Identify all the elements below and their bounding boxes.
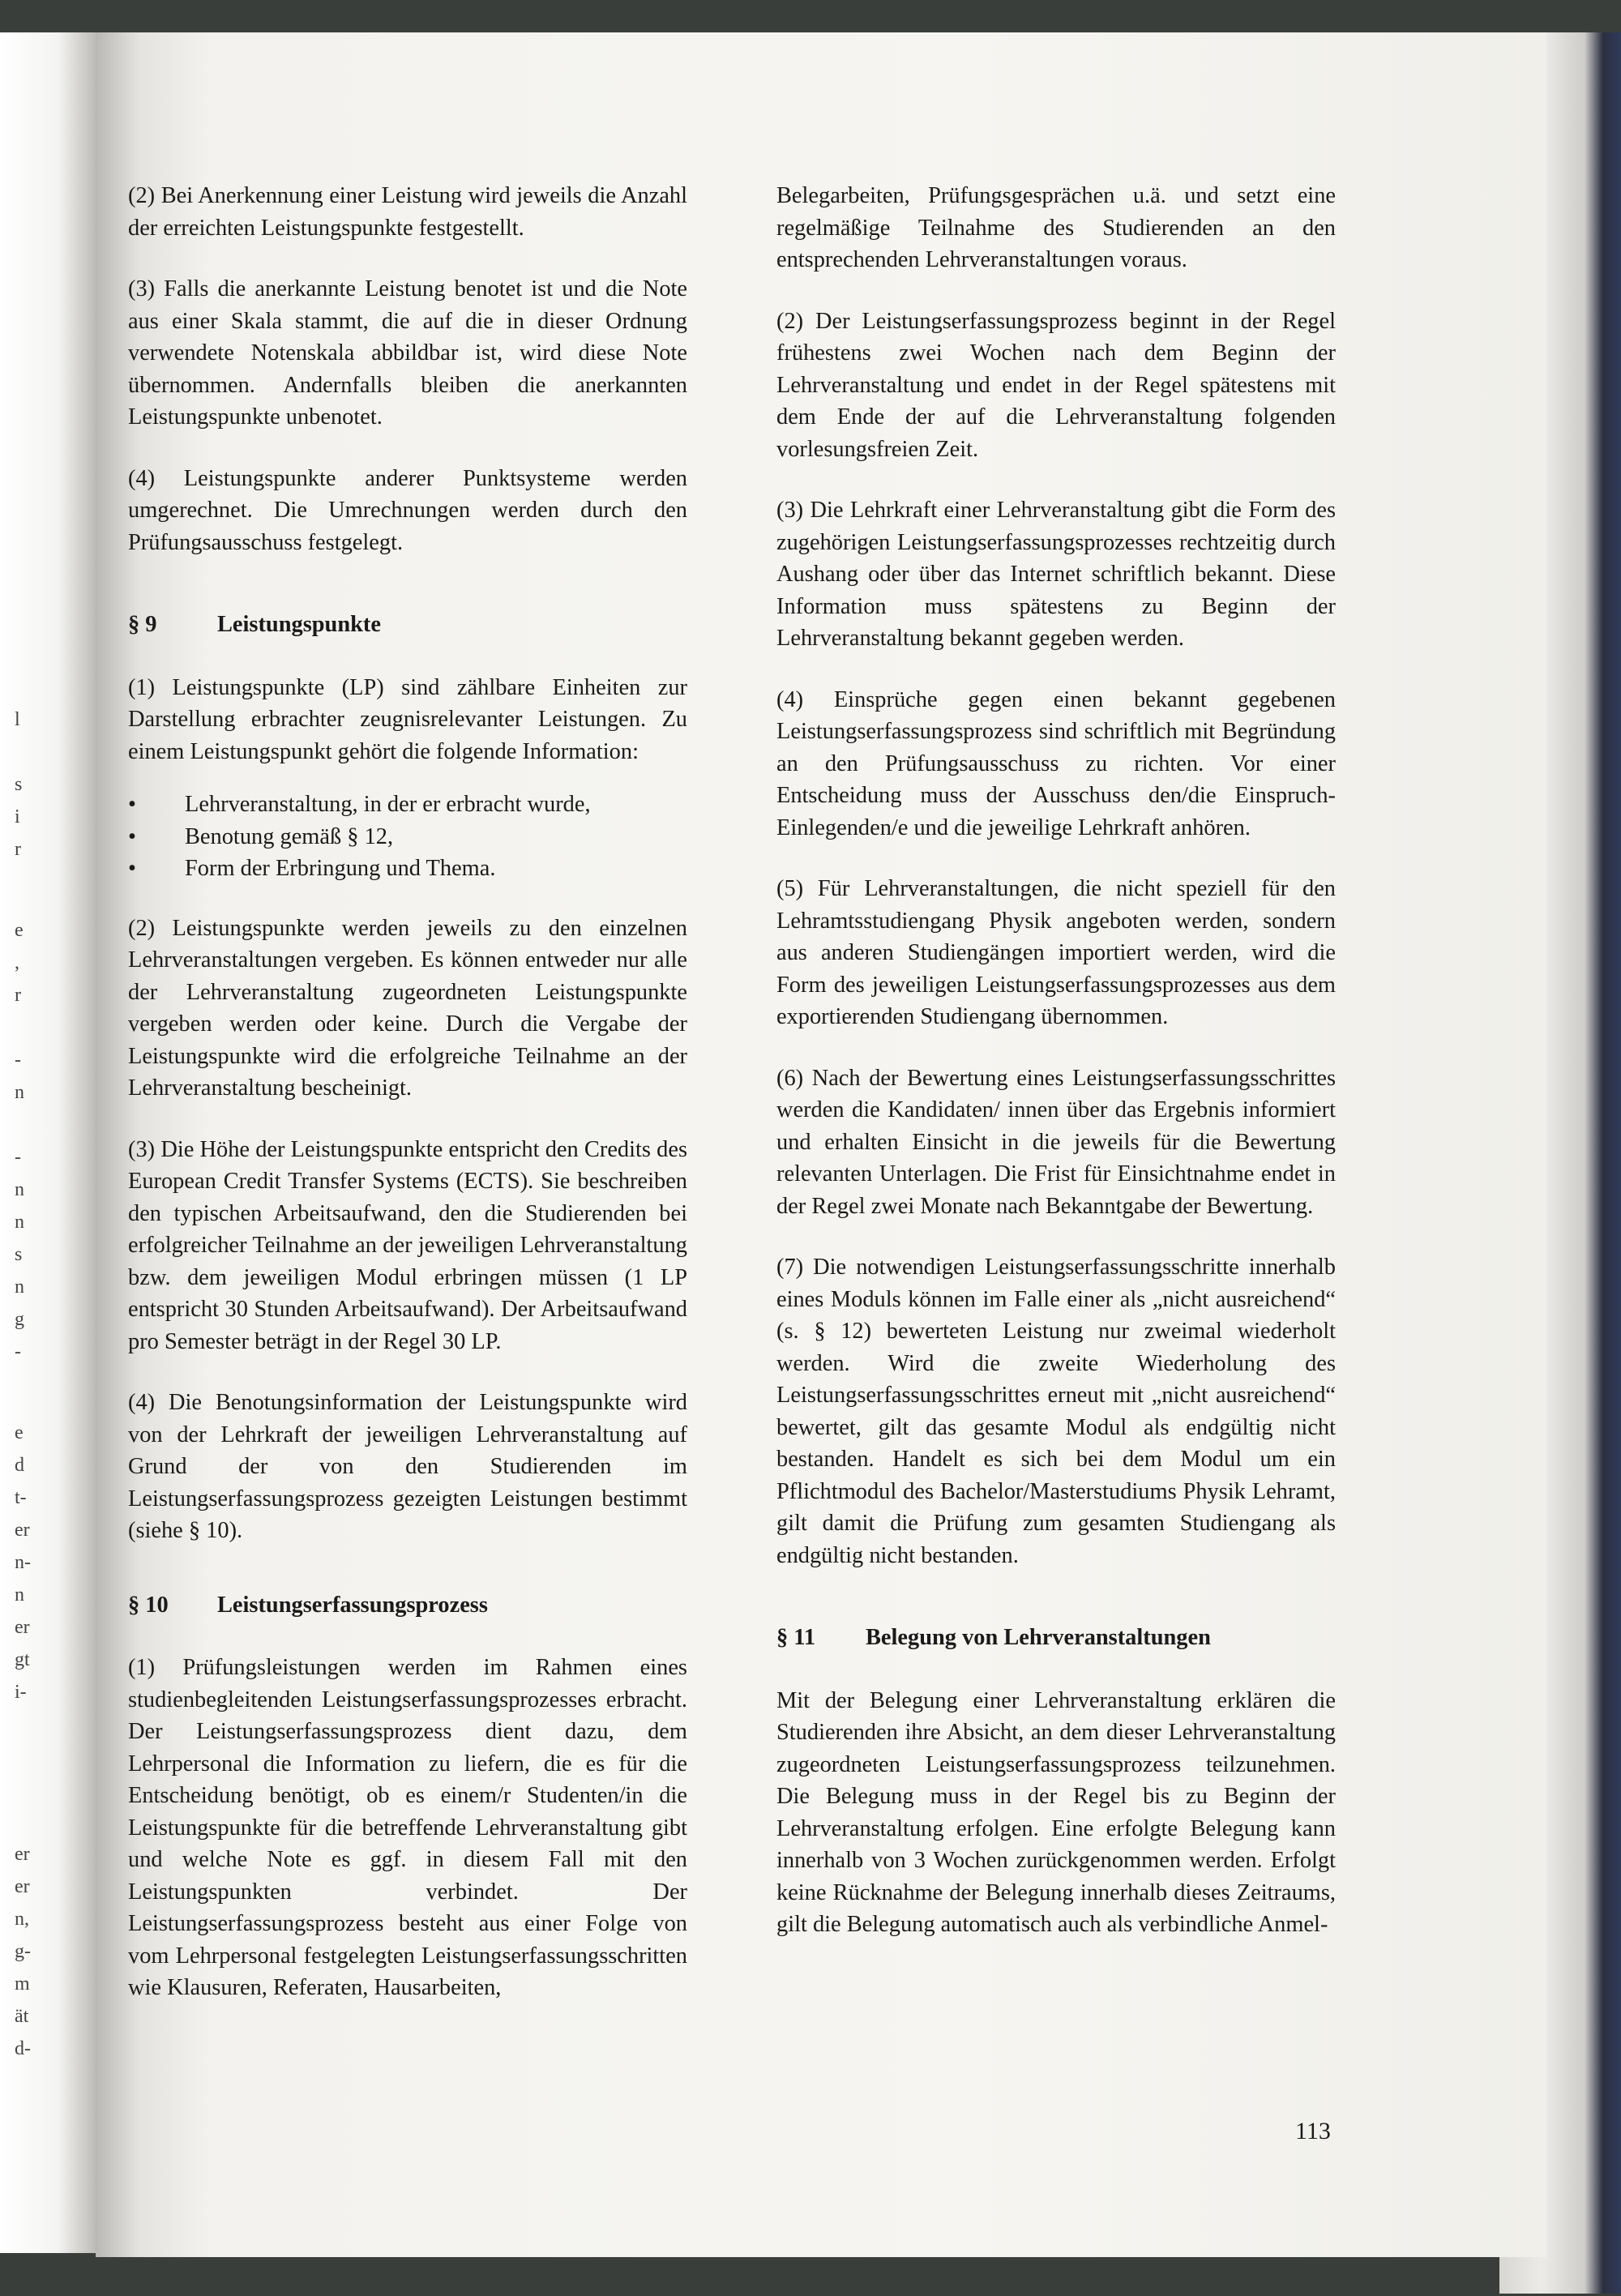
margin-fragment: n- — [15, 1552, 31, 1573]
margin-fragment: n — [15, 1276, 24, 1298]
margin-fragment: l — [15, 709, 20, 730]
paragraph-9-1: (1) Leistungspunkte (LP) sind zählbare Einheiten zur Darstellung erbrachter zeugnisrelevanter Leistungen. Zu einem Leistungspunkt gehört die folgende Information: — [128, 674, 687, 764]
section-number: § 9 — [128, 612, 157, 637]
margin-fragment: - — [15, 1341, 21, 1362]
section-10-heading — [128, 1589, 687, 1622]
margin-fragment: n, — [15, 1909, 29, 1930]
list-item: • Lehrveranstaltung, in der er erbracht wurde, — [128, 789, 687, 821]
section-9-heading — [128, 609, 687, 641]
margin-fragment: n — [15, 1212, 24, 1233]
margin-fragment: d — [15, 1455, 24, 1476]
list-item: • Form der Erbringung und Thema. — [128, 853, 687, 885]
margin-fragment: n — [15, 1584, 24, 1605]
paragraph-10-6: (6) Nach der Bewertung eines Leistungserfassungsschrittes werden die Kandidaten/ innen über das Ergebnis informiert und erhalten Einsicht in die jeweils für die Bewertung relevanten Unterlagen. Die Frist für Einsichtnahme endet in der Regel zwei Monate nach Bekanntgabe der Bewertung. — [776, 1065, 1336, 1219]
section-title: Leistungserfassungsprozess — [217, 1592, 488, 1618]
margin-fragment: g — [15, 1309, 24, 1330]
bullet-list — [128, 789, 687, 885]
margin-fragment: g- — [15, 1941, 31, 1962]
paragraph-9-4: (4) Die Benotungsinformation der Leistungspunkte wird von der Lehrkraft der jeweiligen Lehrveranstaltung auf Grund der von den Studierenden im Leistungserfassungsprozess gezeigten Leistungen bestimmt (siehe § 10). — [128, 1390, 687, 1543]
margin-fragment: m — [15, 1973, 30, 1995]
margin-fragment: er — [15, 1876, 30, 1897]
paragraph-10-2: (2) Der Leistungserfassungsprozess beginnt in der Regel frühestens zwei Wochen nach dem Beginn der Lehrveranstaltung und endet in der Regel spätestens mit dem Ende der auf die Lehrveranstaltung folgenden vorlesungsfreien Zeit. — [776, 308, 1336, 462]
left-column — [128, 180, 687, 2033]
paragraph-8-3: (3) Falls die anerkannte Leistung benotet ist und die Note aus einer Skala stammt, die auf die in dieser Ordnung verwendete Notenskala abbildbar ist, wird diese Note übernommen. Andernfalls bleiben die anerkannten Leistungspunkte unbenotet. — [128, 276, 687, 430]
margin-fragment: i — [15, 806, 20, 827]
section-number: § 10 — [128, 1592, 169, 1618]
paragraph-9-3: (3) Die Höhe der Leistungspunkte entspricht den Credits des European Credit Transfer Systems (ECTS). Sie beschreiben den typischen Arbeitsaufwand, den die Studierenden bei erfolgreicher Teilnahme an der jeweiligen Lehrveranstaltung bzw. dem jeweiligen Modul erbringen müssen (1 LP entspricht 30 Stunden Arbeitsaufwand). Der Arbeitsaufwand pro Semester beträgt in der Regel 30 LP. — [128, 1136, 687, 1354]
right-column — [776, 180, 1336, 1970]
margin-fragment: n — [15, 1082, 24, 1103]
paragraph-10-5: (5) Für Lehrveranstaltungen, die nicht speziell für den Lehramtsstudiengang Physik angeboten werden, sondern aus anderen Studiengängen importiert werden, wird die Form des jeweiligen Leistungserfassungsprozesses aus dem exportierenden Studiengang übernommen. — [776, 876, 1336, 1029]
section-title: Leistungspunkte — [217, 612, 381, 637]
margin-fragment: , — [15, 952, 19, 973]
margin-fragment: - — [15, 1050, 21, 1071]
paragraph-10-1: (1) Prüfungsleistungen werden im Rahmen eines studienbegleitenden Leistungserfassungsprozesses erbracht. Der Leistungserfassungsprozess dient dazu, dem Lehrpersonal die Information zu liefern, die es für die Entscheidung benötigt, ob es einem/r Studenten/in die Leistungspunkte für die betreffende Lehrveranstaltung gibt und welche Note es ggf. in diesem Fall mit den Leistungspunkten verbindet. Der Leistungserfassungsprozess besteht aus einer Folge von vom Lehrpersonal festgelegten Leistungserfassungsschritten wie Klausuren, Referaten, Hausarbeiten, — [128, 1655, 687, 2000]
list-item: • Benotung gemäß § 12, — [128, 821, 687, 853]
paragraph-8-2: (2) Bei Anerkennung einer Leistung wird jeweils die Anzahl der erreichten Leistungspunkte festgestellt. — [128, 183, 687, 241]
margin-fragment: er — [15, 1844, 30, 1865]
margin-fragment: e — [15, 1422, 24, 1443]
paragraph-10-1-continued: Belegarbeiten, Prüfungsgesprächen u.ä. und setzt eine regelmäßige Teilnahme des Studierenden an den entsprechenden Lehrveranstaltungen voraus. — [776, 183, 1336, 272]
margin-fragment: s — [15, 1244, 23, 1265]
paragraph-10-7: (7) Die notwendigen Leistungserfassungsschritte innerhalb eines Moduls können im Falle einer als „nicht ausreichend“ (s. § 12) bewerteten Leistung nur zweimal wiederholt werden. Wird die zweite Wiederholung des Leistungserfassungsschrittes erneut mit „nicht ausreichend“ bewertet, gilt das gesamte Modul als endgültig nicht bestanden. Handelt es sich bei dem Modul um ein Pflichtmodul des Bachelor/Masterstudiums Physik Lehramt, gilt damit die Prüfung zum gesamten Studiengang als endgültig nicht bestanden. — [776, 1255, 1336, 1568]
margin-fragment: er — [15, 1520, 30, 1541]
margin-fragment: i- — [15, 1682, 27, 1703]
section-11-heading — [776, 1622, 1336, 1654]
margin-fragment: n — [15, 1179, 24, 1200]
margin-fragment: gt — [15, 1649, 30, 1670]
paragraph-10-3: (3) Die Lehrkraft einer Lehrveranstaltung gibt die Form des zugehörigen Leistungserfassungsprozesses rechtzeitig durch Aushang oder über das Internet schriftlich bekannt. Diese Information muss spätestens zu Beginn der Lehrveranstaltung bekannt gegeben werden. — [776, 498, 1336, 651]
margin-fragment: - — [15, 1147, 21, 1168]
paragraph-11: Mit der Belegung einer Lehrveranstaltung erklären die Studierenden ihre Absicht, an dem dieser Lehrveranstaltung zugeordneten Leistungserfassungsprozess teilzunehmen. Die Belegung muss in der Regel bis zu Beginn der Lehrveranstaltung erfolgen. Eine erfolgte Belegung kann innerhalb von 3 Wochen zurückgenommen werden. Erfolgt keine Rücknahme der Belegung innerhalb dieses Zeitraums, gilt die Belegung automatisch auch als verbindliche Anmel- — [776, 1687, 1336, 1937]
margin-fragment: t- — [15, 1487, 27, 1508]
margin-fragment: d- — [15, 2038, 31, 2059]
paragraph-10-4: (4) Einsprüche gegen einen bekannt gegebenen Leistungserfassungsprozess sind schriftlich mit Begründung an den Prüfungsausschuss zu richten. Vor einer Entscheidung muss der Ausschuss den/die Einspruch-Einlegenden/e und die jeweilige Lehrkraft anhören. — [776, 686, 1336, 840]
section-title: Belegung von Lehrveranstaltungen — [866, 1625, 1211, 1650]
margin-fragment: ät — [15, 2006, 29, 2027]
margin-fragment: e — [15, 920, 24, 941]
page-number: 113 — [1295, 2118, 1331, 2144]
margin-fragment: r — [15, 985, 21, 1006]
document-page — [96, 32, 1546, 2257]
margin-fragment: er — [15, 1617, 30, 1638]
facing-page-edge — [0, 32, 96, 2253]
paragraph-8-4: (4) Leistungspunkte anderer Punktsysteme werden umgerechnet. Die Umrechnungen werden durch den Prüfungsausschuss festgelegt. — [128, 465, 687, 555]
paragraph-9-2: (2) Leistungspunkte werden jeweils zu den einzelnen Lehrveranstaltungen vergeben. Es können entweder nur alle der Lehrveranstaltung zugeordneten Leistungspunkte vergeben werden oder keine. Durch die Vergabe der Leistungspunkte wird die erfolgreiche Teilnahme an der Lehrveranstaltung bescheinigt. — [128, 915, 687, 1101]
margin-fragment: s — [15, 774, 23, 795]
section-number: § 11 — [776, 1625, 816, 1650]
margin-fragment: r — [15, 839, 21, 860]
